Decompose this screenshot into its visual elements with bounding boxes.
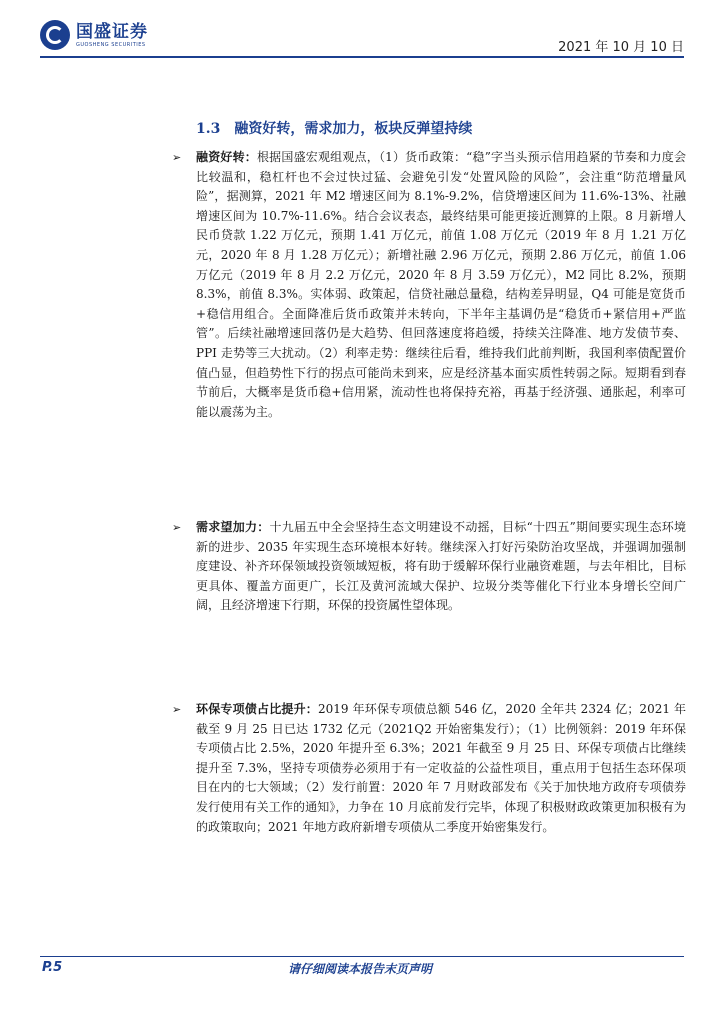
logo-english-name: GUOSHENG SECURITIES bbox=[76, 41, 146, 48]
page-header bbox=[0, 0, 724, 60]
paragraph-special-bonds bbox=[172, 700, 686, 837]
footer-disclaimer: 请仔细阅读本报告末页声明 bbox=[288, 962, 433, 976]
paragraph-financing bbox=[172, 148, 686, 422]
logo-name: 国盛证券 bbox=[76, 21, 148, 42]
paragraph-heading: 环保专项债占比提升： bbox=[196, 702, 319, 716]
section-title: 融资好转，需求加力，板块反弹望持续 bbox=[234, 121, 473, 137]
bullet-arrow-icon: ➢ bbox=[172, 521, 182, 534]
page-number: P.5 bbox=[42, 960, 63, 975]
header-divider bbox=[40, 56, 684, 58]
section-heading bbox=[196, 118, 472, 138]
paragraph-heading: 需求望加力： bbox=[196, 520, 270, 534]
company-logo bbox=[40, 20, 148, 50]
bullet-arrow-icon: ➢ bbox=[172, 151, 182, 164]
paragraph-body: 2019 年环保专项债总额 546 亿，2020 全年共 2324 亿；2021 年截至 9 月 25 日已达 1732 亿元（2021Q2 开始密集发行）；（1）比例领斜：2019 年环保专项债占比 2.5%，2020 年提升至 6.3%；2021 年截至 9 月 25 日、环保专项债占比继续提升至 7.3%，坚持专项债券必须用于有一定收益的公益性项目，重点用于包括生态环保项目在内的七大领域；（2）发行前置：2020 年 7 月财政部发布《关于加快地方政府专项债券发行使用有关工作的通知》，力争在 10 月底前发行完毕，体现了积极财政政策更加积极有为的政策取向；2021 年地方政府新增专项债从二季度开始密集发行。 bbox=[196, 702, 686, 834]
paragraph-body: 十九届五中全会坚持生态文明建设不动摇，目标“十四五”期间要实现生态环境新的进步、2035 年实现生态环境根本好转。继续深入打好污染防治攻坚战，并强调加强制度建设、补齐环保领域投资领域短板，将有助于缓解环保行业融资难题，与去年相比，目标更具体、覆盖方面更广，长江及黄河流域大保护、垃圾分类等催化下行业本身增长空间广阔，且经济增速下行期，环保的投资属性望体现。 bbox=[196, 520, 686, 613]
paragraph-demand bbox=[172, 518, 686, 616]
footer-divider bbox=[40, 956, 684, 957]
paragraph-body: 根据国盛宏观组观点，（1）货币政策：“稳”字当头预示信用趋紧的节奏和力度会比较温和，稳杠杆也不会过快过猛、会避免引发“处置风险的风险”，会注重“防范增量风险”，据测算，2021 年 M2 增速区间为 8.1%-9.2%，信贷增速区间为 11.6%-13%、社融增速区间为 10.7%-11.6%。结合会议表态，最终结果可能更接近测算的上限。8 月新增人民币贷款 1.22 万亿元，预期 1.41 万亿元，前值 1.08 万亿元（2019 年 8 月 1.21 万亿元，2020 年 8 月 1.28 万亿元）；新增社融 2.96 万亿元，预期 2.86 万亿元，前值 1.06 万亿元（2019 年 8 月 2.2 万亿元，2020 年 8 月 3.59 万亿元），M2 同比 8.2%，预期 8.3%，前值 8.3%。实体弱、政策起，信贷社融总量稳，结构差异明显，Q4 可能是宽货币+稳信用组合。全面降准后货币政策并未转向，下半年主基调仍是“稳货币+紧信用+严监管”。后续社融增速回落仍是大趋势、但回落速度将趋缓，持续关注降准、地方发债节奏、PPI 走势等三大扰动。（2）利率走势：继续往后看，维持我们此前判断，我国利率债配置价值凸显，但趋势性下行的拐点可能尚未到来，应是经济基本面实质性转弱之际。短期看到春节前后，大概率是货币稳+信用紧，流动性也将保持充裕，再基于经济强、通胀起，利率可能以震荡为主。 bbox=[196, 150, 686, 419]
paragraph-heading: 融资好转： bbox=[196, 150, 257, 164]
report-date: 2021 年 10 月 10 日 bbox=[558, 40, 684, 55]
section-number: 1.3 bbox=[196, 121, 221, 137]
logo-emblem-icon bbox=[40, 20, 70, 50]
bullet-arrow-icon: ➢ bbox=[172, 703, 182, 716]
